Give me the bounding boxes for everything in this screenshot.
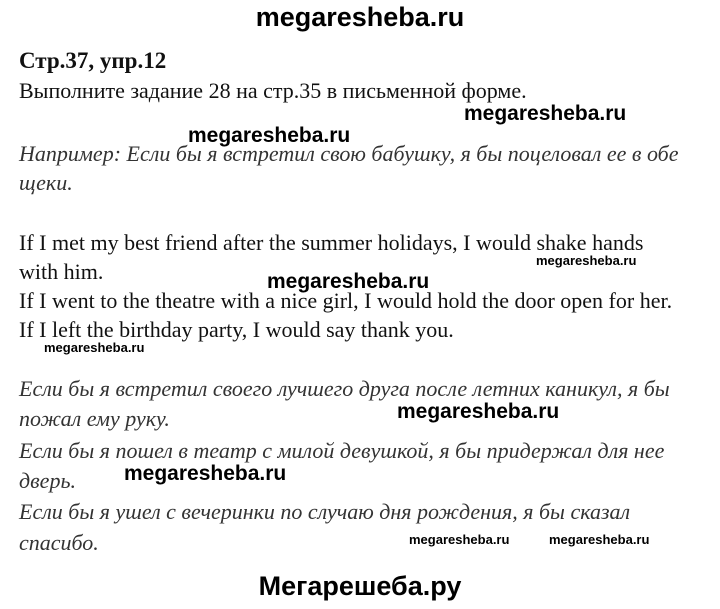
english-line-4: If I left the birthday party, I would say thank you. (19, 317, 454, 342)
russian-line-6: спасибо. (19, 530, 99, 555)
watermark: megaresheba.ru (124, 462, 287, 485)
russian-line-4: дверь. (19, 468, 76, 493)
exercise-heading: Стр.37, упр.12 (19, 48, 167, 73)
watermark: megaresheba.ru (188, 124, 351, 147)
example-line-2: щеки. (19, 170, 73, 195)
watermark: megaresheba.ru (397, 400, 560, 423)
watermark: megaresheba.ru (267, 270, 430, 293)
russian-line-5: Если бы я ушел с вечеринки по случаю дня рождения, я бы сказал (19, 499, 631, 524)
english-line-3: If I went to the theatre with a nice girl, I would hold the door open for her. (19, 288, 673, 313)
watermark: megaresheba.ru (464, 102, 627, 125)
task-instruction: Выполните задание 28 на стр.35 в письменной форме. (19, 78, 527, 103)
site-header: megaresheba.ru (255, 2, 465, 32)
watermark: megaresheba.ru (44, 340, 145, 355)
watermark: megaresheba.ru (536, 253, 637, 268)
example-line-1: Например: Если бы я встретил свою бабушку, я бы поцеловал ее в обе (19, 141, 679, 166)
english-line-2: with him. (19, 259, 104, 284)
watermark: megaresheba.ru (549, 532, 650, 547)
russian-line-1: Если бы я встретил своего лучшего друга после летних каникул, я бы (19, 376, 670, 401)
english-line-1: If I met my best friend after the summer holidays, I would shake hands (19, 230, 644, 255)
watermark: megaresheba.ru (409, 532, 510, 547)
russian-line-3: Если бы я пошел в театр с милой девушкой, я бы придержал для нее (19, 438, 665, 463)
site-footer: Мегарешеба.ру (258, 571, 462, 601)
russian-line-2: пожал ему руку. (19, 406, 170, 431)
